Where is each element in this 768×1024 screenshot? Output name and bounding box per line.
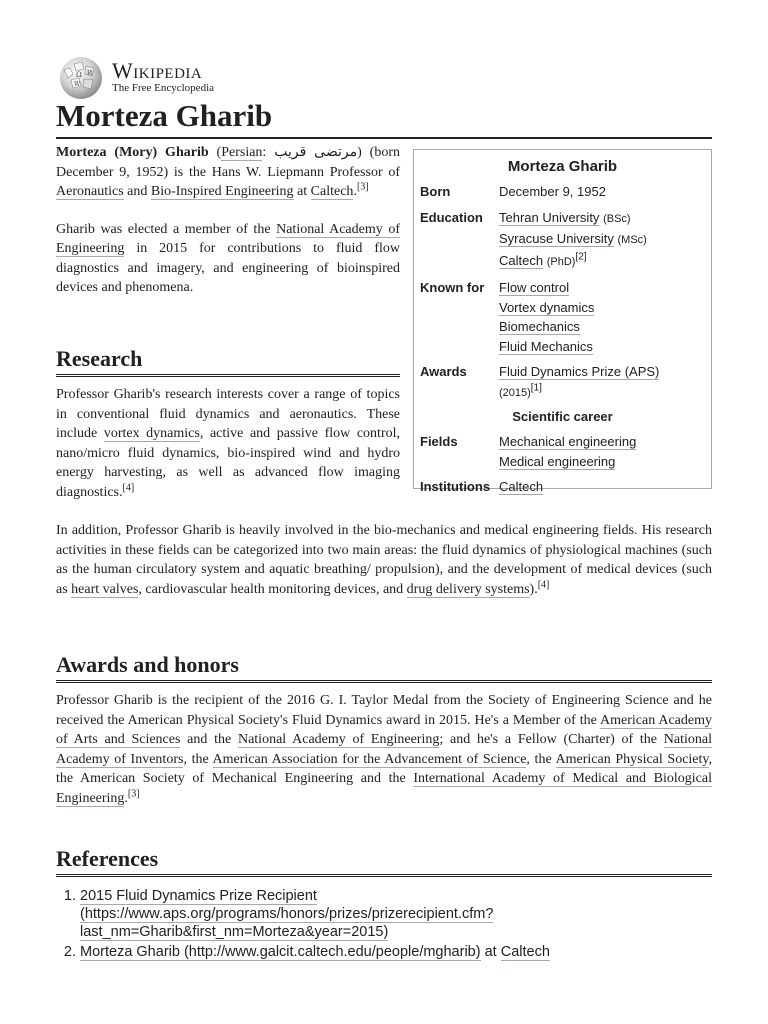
vortex-dynamics-link[interactable]: vortex dynamics [103,426,200,441]
infobox-row-known-for: Known for Flow control Vortex dynamics Biomechanics Fluid Mechanics [420,280,595,354]
nai-link[interactable]: National Academy of Inventors [56,732,712,767]
intro-paragraph-1: Morteza (Mory) Gharib (Persian: مرتضی قریب) (born December 9, 1952) is the Hans W. Liepmann Professor of Aeronautics and Bio-Inspired Engineering at Caltech.[3] [56,145,401,199]
born-value: December 9, 1952 [499,184,606,199]
nae-link[interactable]: National Academy of Engineering [56,221,400,256]
svg-text:И: И [87,70,93,77]
citation-ref[interactable]: [3] [127,787,140,799]
references-list [56,887,712,961]
known-for-link[interactable]: Fluid Mechanics [499,338,593,354]
education-item: Tehran University (BSc) [499,209,631,225]
citation-ref[interactable]: [2] [575,251,587,263]
awards-section [56,652,712,808]
citation-ref[interactable]: [1] [530,382,542,394]
infobox-row-institutions: Institutions Caltech [420,479,544,494]
wikipedia-globe-icon [56,54,106,100]
bio-inspired-engineering-link[interactable]: Bio-Inspired Engineering [150,184,294,199]
known-for-link[interactable]: Biomechanics [499,319,580,334]
known-for-link[interactable]: Flow control [499,280,570,295]
intro-paragraph-2: Gharib was elected a member of the National Academy of Engineering in 2015 for contributions to fluid flow diagnostics and imagery, and engineering of bioinspired devices and phenomena. [56,221,400,295]
infobox [413,149,712,494]
institution-link[interactable]: Caltech [499,479,544,494]
svg-text:Ω: Ω [76,71,82,79]
aaas-science-link[interactable]: American Association for the Advancement of Science [212,751,527,767]
field-link[interactable]: Mechanical engineering [499,434,637,449]
infobox-subheading: Scientific career [512,409,613,424]
svg-text:W: W [74,81,81,88]
research-paragraph-2: In addition, Professor Gharib is heavily involved in the bio-mechanics and medical engineering fields. His research activities in these fields can be categorized into two main areas: the fluid dynamics of physiological machines (such as the human circulatory system and aquatic breathing/ propulsion), and the development of medical devices (such as heart valves, cardiovascular health monitoring devices, and drug delivery systems).[4] [56,523,712,597]
nae-link[interactable]: National Academy of Engineering [237,732,440,747]
education-school-link[interactable]: Syracuse University [499,231,614,246]
page-title: Morteza Gharib [56,96,712,139]
aeronautics-link[interactable]: Aeronautics [56,184,124,199]
field-link[interactable]: Medical engineering [499,453,616,469]
awards-paragraph: Professor Gharib is the recipient of the 2016 G. I. Taylor Medal from the Society of Engineering Science and he received the American Physical Society's Fluid Dynamics award in 2015. He's a Member of the American Academy of Arts and Sciences and the National Academy of Engineering; and he's a Fellow (Charter) of the National Academy of Inventors, the American Association for the Advancement of Science, the American Physical Society, the American Society of Mechanical Engineering and the International Academy of Medical and Biological Engineering.[3] [56,693,713,806]
research-section [56,346,400,502]
education-school-link[interactable]: Caltech [499,252,544,268]
reference-item [80,887,712,941]
known-for-link[interactable]: Vortex dynamics [499,299,595,315]
infobox-row-born: Born December 9, 1952 [414,182,711,202]
infobox-row-fields: Fields Mechanical engineering Medical engineering [420,434,637,469]
subject-name: Morteza (Mory) Gharib [56,145,209,160]
logo-tagline: The Free Encyclopedia [112,82,215,94]
reference-item: 2. Morteza Gharib (http://www.galcit.caltech.edu/people/mgharib) at Caltech [80,943,712,961]
site-logo[interactable] [56,54,214,100]
research-paragraph-1: Professor Gharib's research interests cover a range of topics in conventional fluid dynamics and aeronautics. These include vortex dynamics, active and passive flow control, nano/micro fluid dynamics, bio-inspired wind and hydro energy harvesting, as well as advanced flow imaging diagnostics.[4] [56,387,401,500]
infobox-row-education: Education Tehran University (BSc) Syracuse University (MSc) Caltech (PhD)[2] [414,208,711,273]
iambe-link[interactable]: International Academy of Medical and Biological Engineering [56,771,713,806]
aps-link[interactable]: American Physical Society [555,751,709,767]
persian-link[interactable]: Persian [221,145,263,160]
research-heading: Research [56,346,400,377]
education-item: Caltech (PhD)[2] [499,251,587,268]
infobox-title: Morteza Gharib [507,158,618,175]
reference-link[interactable]: 2015 Fluid Dynamics Prize Recipient (https://www.aps.org/programs/honors/prizes/prizerecipient.cfm?last_nm=Gharib&first_nm=Morteza&year=2015) [80,888,494,940]
citation-ref[interactable]: [4] [537,578,550,590]
logo-title: Wikipedia [112,58,203,83]
references-section [56,846,712,963]
caltech-link[interactable]: Caltech [310,184,354,199]
awards-heading: Awards and honors [56,652,712,683]
citation-ref[interactable]: [3] [356,181,369,193]
drug-delivery-link[interactable]: drug delivery systems [406,581,530,597]
heart-valves-link[interactable]: heart valves [71,581,139,597]
infobox-row-awards: Awards Fluid Dynamics Prize (APS) (2015)[1] [420,364,660,399]
research-continued [56,521,712,599]
award-link[interactable]: Fluid Dynamics Prize (APS) [499,364,660,379]
intro-section [56,143,400,316]
references-heading: References [56,846,712,877]
aaas-link[interactable]: American Academy of Arts and Sciences [56,712,712,747]
reference-caltech-link[interactable]: Caltech [500,944,550,960]
education-item: Syracuse University (MSc) [499,231,647,246]
education-school-link[interactable]: Tehran University [499,209,600,225]
citation-ref[interactable]: [4] [122,481,135,493]
reference-link[interactable]: Morteza Gharib (http://www.galcit.caltech.edu/people/mgharib) [80,944,481,960]
